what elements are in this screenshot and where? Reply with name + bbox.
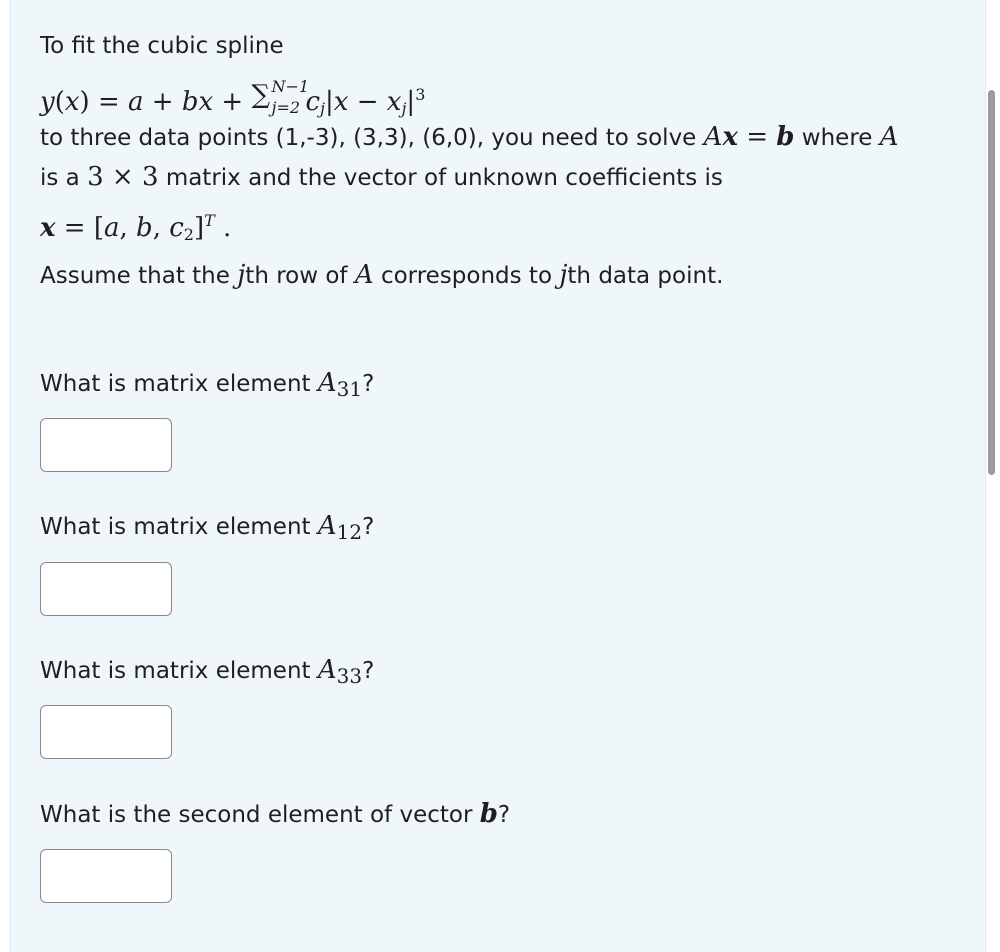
question-2-label: What is matrix element A12? [40,511,375,544]
answer-input-2[interactable] [40,562,172,616]
question-1-label: What is matrix element A31? [40,368,375,401]
intro-line-3: to three data points (1,-3), (3,3), (6,0), you need to solve Ax = b where A [40,122,899,152]
answer-input-3[interactable] [40,705,172,759]
question-3-label: What is matrix element A33? [40,655,375,688]
vector-definition: x = [a, b, $c_2]^T$ . [40,211,232,244]
intro-line-1: To fit the cubic spline [40,33,284,59]
intro-line-4: is a 3 × 3 matrix and the vector of unknown coefficients is [40,162,723,192]
spline-formula: y(x) = a + bx + ∑ N−1 j=2 $c_j|x - x_j|^3$ [40,77,426,118]
assumption-text: Assume that the jth row of A corresponds to jth data point. [40,260,724,290]
question-4-label: What is the second element of vector b? [40,799,511,829]
scrollbar[interactable] [988,90,995,475]
answer-input-4[interactable] [40,849,172,903]
answer-input-1[interactable] [40,418,172,472]
